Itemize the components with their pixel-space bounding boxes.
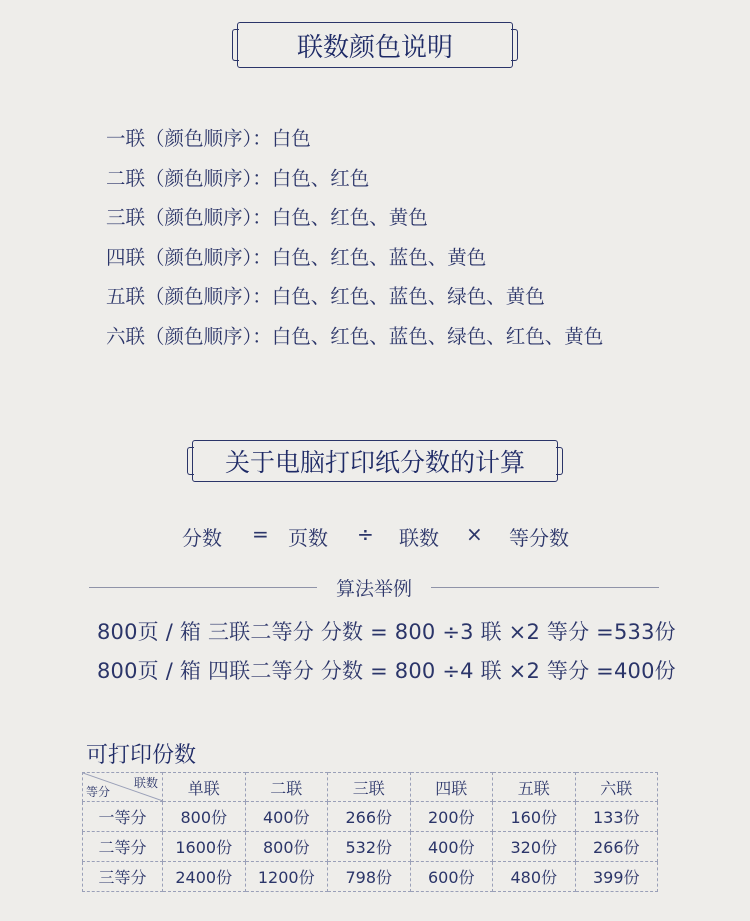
color-order-line-1: 一联（颜色顺序）：白色	[106, 127, 311, 150]
table-title: 可打印份数	[86, 743, 197, 768]
column-header: 六联	[575, 773, 658, 802]
table-cell: 400份	[410, 832, 493, 862]
table-cell: 160份	[493, 802, 576, 832]
examples-label: 算法举例	[335, 578, 412, 600]
table-row	[83, 862, 658, 892]
color-section-title	[237, 22, 513, 68]
table-cell: 400份	[245, 802, 328, 832]
row-label: 三等分	[83, 862, 163, 892]
column-header: 二联	[245, 773, 328, 802]
formula-divide: ÷	[357, 522, 374, 546]
table-cell: 2400份	[163, 862, 246, 892]
formula	[0, 518, 750, 550]
table-cell: 600份	[410, 862, 493, 892]
formula-equals: =	[252, 522, 269, 546]
table-cell: 399份	[575, 862, 658, 892]
calc-section-title	[192, 440, 558, 482]
table-cell: 532份	[328, 832, 411, 862]
example-line-1: 800页 / 箱 三联二等分 分数 = 800 ÷3 联 ×2 等分 =533份	[97, 620, 676, 644]
table-cell: 798份	[328, 862, 411, 892]
print-count-table	[82, 772, 658, 892]
formula-term-shares: 分数	[182, 526, 222, 550]
column-header: 五联	[493, 773, 576, 802]
calc-section-title-text: 关于电脑打印纸分数的计算	[224, 448, 525, 477]
table-cell: 320份	[493, 832, 576, 862]
column-header: 单联	[163, 773, 246, 802]
corner-label-plies: 联数	[133, 776, 158, 790]
column-header: 三联	[328, 773, 411, 802]
corner-label-splits: 等分	[86, 785, 111, 799]
table-cell: 266份	[575, 832, 658, 862]
color-order-line-4: 四联（颜色顺序）：白色、红色、蓝色、黄色	[106, 245, 487, 269]
formula-times: ×	[466, 522, 483, 546]
row-label: 二等分	[83, 832, 163, 862]
column-header: 四联	[410, 773, 493, 802]
table-cell: 800份	[245, 832, 328, 862]
table-cell: 1600份	[163, 832, 246, 862]
color-order-line-3: 三联（颜色顺序）：白色、红色、黄色	[106, 206, 428, 230]
table-row	[83, 802, 658, 832]
color-order-list	[106, 123, 603, 361]
formula-term-splits: 等分数	[509, 526, 569, 550]
table-row	[83, 832, 658, 862]
table-corner-cell	[83, 773, 163, 802]
color-section-title-text: 联数颜色说明	[296, 32, 453, 63]
table-cell: 1200份	[245, 862, 328, 892]
table-cell: 133份	[575, 802, 658, 832]
table-header-row	[83, 773, 658, 802]
color-order-line-2: 二联（颜色顺序）：白色、红色	[106, 166, 370, 190]
table-cell: 266份	[328, 802, 411, 832]
formula-term-pages: 页数	[288, 526, 328, 550]
table-cell: 800份	[163, 802, 246, 832]
formula-term-plies: 联数	[399, 526, 439, 550]
examples-divider	[89, 574, 659, 600]
row-label: 一等分	[83, 802, 163, 832]
color-order-line-5: 五联（颜色顺序）：白色、红色、蓝色、绿色、黄色	[106, 285, 545, 309]
divider-line-right	[431, 587, 659, 588]
example-line-2: 800页 / 箱 四联二等分 分数 = 800 ÷4 联 ×2 等分 =400份	[97, 659, 676, 683]
table-cell: 200份	[410, 802, 493, 832]
color-order-line-6: 六联（颜色顺序）：白色、红色、蓝色、绿色、红色、黄色	[106, 324, 604, 348]
table-cell: 480份	[493, 862, 576, 892]
